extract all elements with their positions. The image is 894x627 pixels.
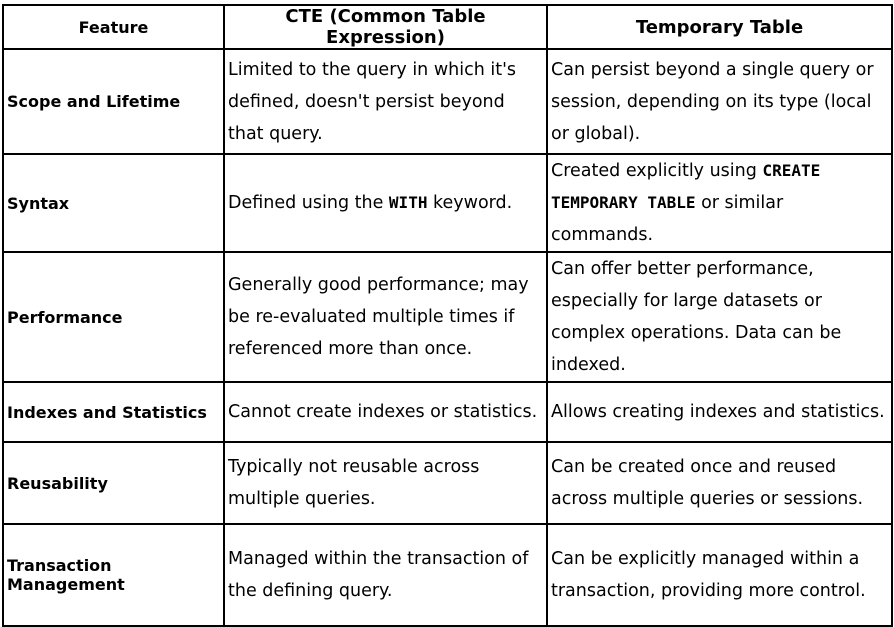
- feature-cell: Reusability: [3, 442, 224, 524]
- table-row: [3, 252, 892, 382]
- cte-cell: Cannot create indexes or statistics.: [224, 382, 547, 442]
- table-row: [3, 382, 892, 442]
- temp-cell: Can persist beyond a single query or session, depending on its type (local or global).: [547, 49, 892, 154]
- header-cte: CTE (Common Table Expression): [224, 5, 547, 49]
- header-feature: Feature: [3, 5, 224, 49]
- cte-cell: [224, 154, 547, 252]
- cte-cell: Typically not reusable across multiple queries.: [224, 442, 547, 524]
- temp-text-pre: Created explicitly using: [551, 161, 763, 181]
- temp-cell: Allows creating indexes and statistics.: [547, 382, 892, 442]
- feature-cell: Scope and Lifetime: [3, 49, 224, 154]
- feature-cell: Syntax: [3, 154, 224, 252]
- temp-cell: [547, 154, 892, 252]
- comparison-table: [2, 4, 893, 627]
- cte-text-pre: Defined using the: [228, 193, 389, 213]
- table-row: [3, 49, 892, 154]
- temp-cell: Can be explicitly managed within a transaction, providing more control.: [547, 524, 892, 626]
- temp-text-post: or similar commands.: [551, 193, 784, 245]
- temp-code-keyword: CREATE TEMPORARY TABLE: [551, 161, 821, 212]
- table-row: [3, 442, 892, 524]
- feature-cell: Transaction Management: [3, 524, 224, 626]
- cte-cell: Managed within the transaction of the defining query.: [224, 524, 547, 626]
- feature-cell: Performance: [3, 252, 224, 382]
- cte-cell: Limited to the query in which it's defined, doesn't persist beyond that query.: [224, 49, 547, 154]
- cte-code-keyword: WITH: [388, 193, 428, 212]
- cte-text-post: keyword.: [427, 193, 513, 213]
- table-row: [3, 524, 892, 626]
- temp-cell: Can be created once and reused across multiple queries or sessions.: [547, 442, 892, 524]
- temp-cell: Can offer better performance, especially for large datasets or complex operations. Data can be indexed.: [547, 252, 892, 382]
- header-temporary-table: Temporary Table: [547, 5, 892, 49]
- cte-cell: Generally good performance; may be re-evaluated multiple times if referenced more than once.: [224, 252, 547, 382]
- feature-cell: Indexes and Statistics: [3, 382, 224, 442]
- table-row: [3, 154, 892, 252]
- header-row: [3, 5, 892, 49]
